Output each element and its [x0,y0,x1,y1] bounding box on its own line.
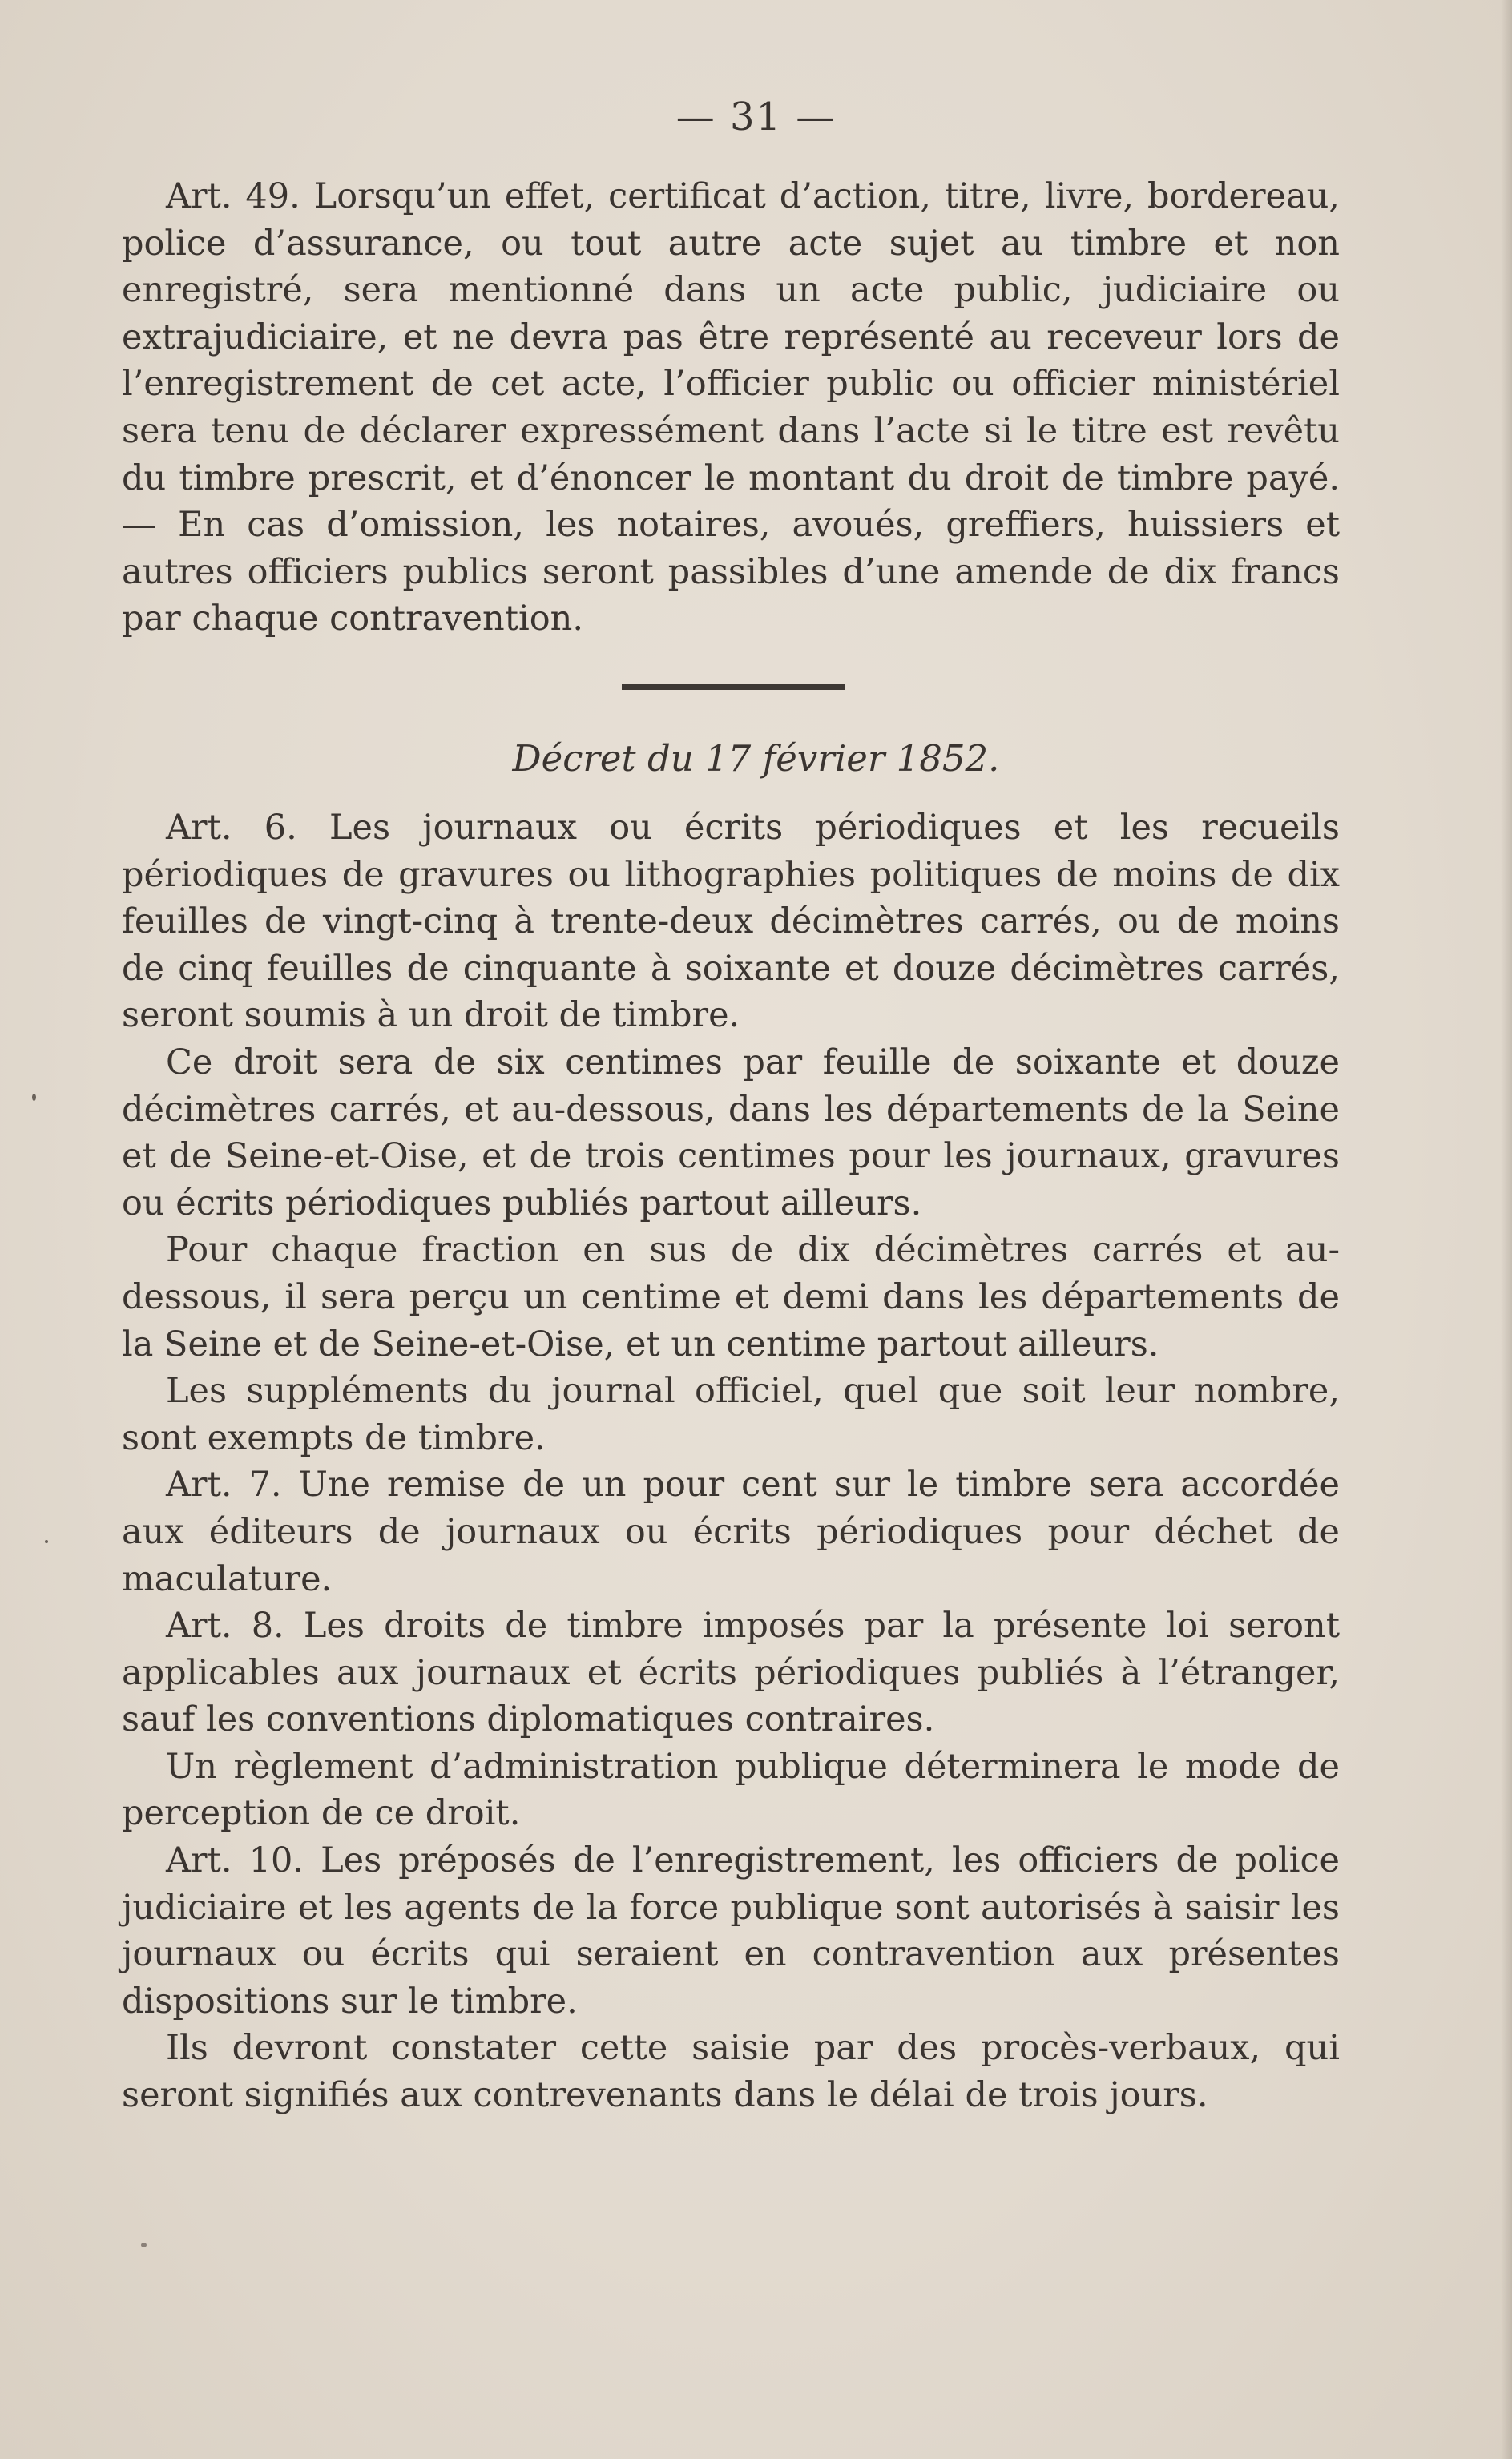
paper-speck [45,1540,48,1543]
section-divider-rule [622,684,845,690]
paper-speck [32,1094,36,1101]
paragraph-supplements: Les suppléments du journal officiel, quel que soit leur nombre, sont exempts de timbre. [122,1371,1340,1458]
article-49-paragraph: Art. 49. Lorsqu’un effet, certificat d’action, titre, livre, bordereau, police d’assurance, ou tout autre acte sujet au timbre et non enregistré, sera mentionné dans un acte public, judiciaire ou extrajudiciaire, et ne devra pas être représenté au receveur lors de l’enregistrement de cet acte, l’officier public ou officier ministériel sera tenu de déclarer expressément dans l’acte si le titre est revêtu du timbre prescrit, et d’énoncer le montant du droit de timbre payé. — En cas d’omission, les notaires, avoués, greffiers, huissiers et autres officiers publics seront passibles d’une amende de dix francs par chaque contravention. [122,176,1340,639]
paragraph-fraction: Pour chaque fraction en sus de dix décimètres carrés et au-dessous, il sera perçu un centime et demi dans les départements de la Seine et de Seine-et-Oise, et un centime partout ailleurs. [122,1230,1340,1365]
paragraph-reglement: Un règlement d’administration publique déterminera le mode de perception de ce droit. [122,1746,1340,1834]
paragraph-proces-verbaux: Ils devront constater cette saisie par des procès-verbaux, qui seront signifiés aux contrevenants dans le délai de trois jours. [122,2028,1340,2116]
decree-heading: Décret du 17 février 1852. [512,737,1000,780]
paragraph-art-10: Art. 10. Les préposés de l’enregistrement, les officiers de police judiciaire et les agents de la force publique sont autorisés à saisir les journaux ou écrits qui seraient en contravention aux présentes dispositions sur le timbre. [122,1840,1340,2022]
paper-speck [141,2243,147,2247]
paragraph-droit-centimes: Ce droit sera de six centimes par feuille de soixante et douze décimètres carrés, et au-dessous, dans les départements de la Seine et de Seine-et-Oise, et de trois centimes pour les journaux, gravures ou écrits périodiques publiés partout ailleurs. [122,1042,1340,1223]
decree-body [122,804,1340,2119]
paragraph-art-7: Art. 7. Une remise de un pour cent sur le timbre sera accordée aux éditeurs de journaux ou écrits périodiques pour déchet de maculature. [122,1465,1340,1599]
page-number: — 31 — [675,95,837,139]
article-49-block [122,173,1340,643]
paragraph-art-8: Art. 8. Les droits de timbre imposés par la présente loi seront applicables aux journaux et écrits périodiques publiés à l’étranger, sauf les conventions diplomatiques contraires. [122,1606,1340,1740]
page-edge-shadow [1501,0,1512,2459]
paragraph-art-6: Art. 6. Les journaux ou écrits périodiques et les recueils périodiques de gravures ou lithographies politiques de moins de dix feuilles de vingt-cinq à trente-deux décimètres carrés, ou de moins de cinq feuilles de cinquante à soixante et douze décimètres carrés, seront soumis à un droit de timbre. [122,808,1340,1036]
